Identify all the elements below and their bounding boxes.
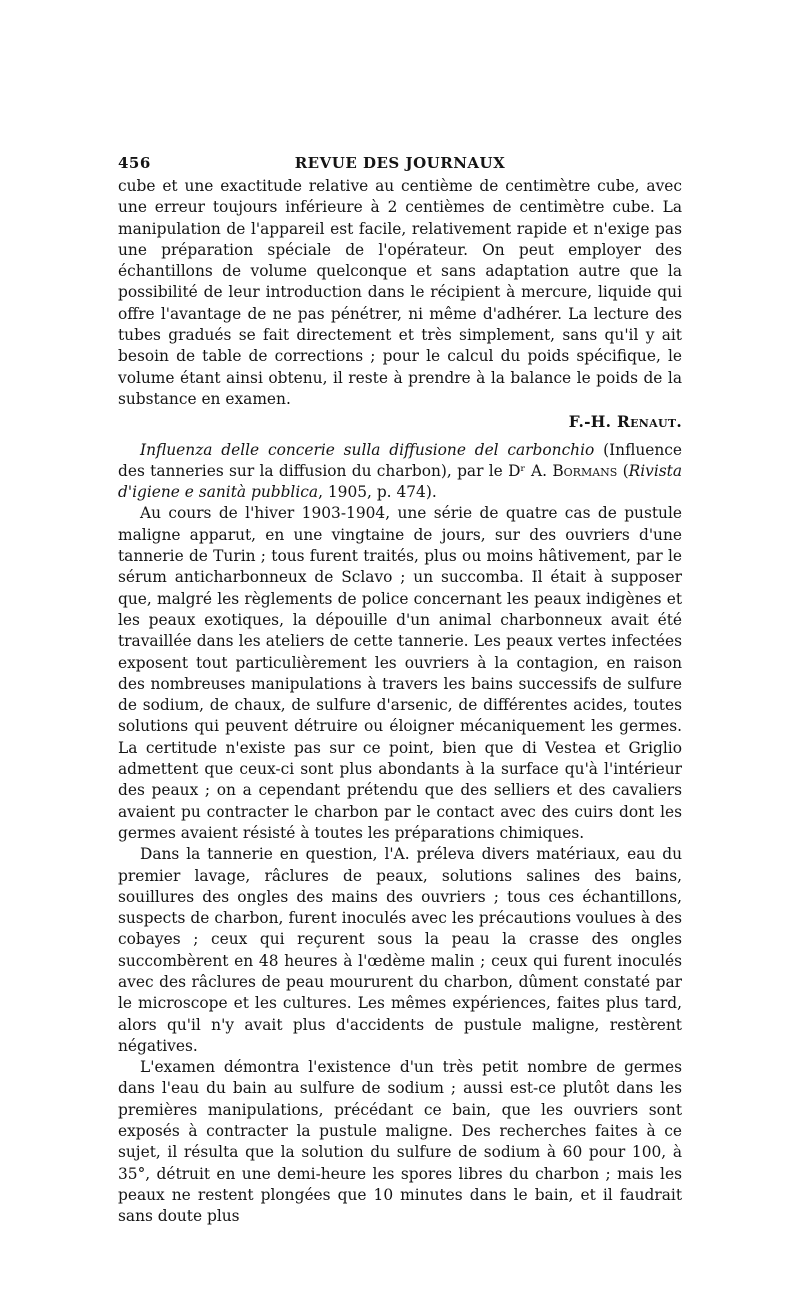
book-page [118, 150, 682, 1228]
journal-title: REVUE DES JOURNAUX [294, 154, 506, 172]
review-heading [118, 440, 682, 504]
body-text [118, 176, 682, 1228]
review-paren: ( [617, 461, 629, 480]
review-paragraph: Dans la tannerie en question, l'A. préleva divers matériaux, eau du premier lavage, râclures de peaux, solutions salines des bains, souillures des ongles des mains des ouvriers ; tous ces échantillons, suspects de charbon, furent inoculés avec les précautions voulues à des cobayes ; ceux qui reçurent sous la peau la crasse des ongles succombèrent en 48 heures à l'œdème malin ; ceux qui furent inoculés avec des râclures de peau moururent du charbon, dûment constaté par le microscope et les cultures. Les mêmes expériences, faites plus tard, alors qu'il n'y avait plus d'accidents de pustule maligne, restèrent négatives. [118, 845, 682, 1055]
page-number: 456 [118, 154, 151, 172]
previous-review-ending: cube et une exactitude relative au centième de centimètre cube, avec une erreur toujours inférieure à 2 centièmes de centimètre cube. La manipulation de l'appareil est facile, relativement rapide et n'exige pas une préparation spéciale de l'opérateur. On peut employer des échantillons de volume quelconque et sans adaptation autre que la possibilité de leur introduction dans le récipient à mercure, liquide qui offre l'avantage de ne pas pénétrer, ni même d'adhérer. La lecture des tubes gradués se fait directement et très simplement, sans qu'il y ait besoin de table de corrections ; pour le calcul du poids spécifique, le volume étant ainsi obtenu, il reste à prendre à la balance le poids de la substance en examen. [118, 177, 682, 408]
review-title-translation: (Influence des tanneries sur la diffusion du charbon), par le Dʳ A. [118, 440, 682, 480]
signature-name: Renaut. [616, 413, 682, 432]
signature [118, 412, 682, 433]
review-paragraph: Au cours de l'hiver 1903-1904, une série de quatre cas de pustule maligne apparut, en une vingtaine de jours, sur des ouvriers d'une tannerie de Turin ; tous furent traités, plus ou moins hâtivement, par le sérum anticharbonneux de Sclavo ; un succomba. Il était à supposer que, malgré les règlements de police concernant les peaux indigènes et les peaux exotiques, la dépouille d'un animal charbonneux avait été travaillée dans les ateliers de cette tannerie. Les peaux vertes infectées exposent tout particulièrement les ouvriers à la contagion, en raison des nombreuses manipulations à travers les bains successifs de sulfure de sodium, de chaux, de sulfure d'arsenic, de différentes acides, toutes solutions qui peuvent détruire ou éloigner mécaniquement les germes. La certitude n'existe pas sur ce point, bien que di Vestea et Griglio admettent que ceux-ci sont plus abondants à la surface qu'à l'intérieur des peaux ; on a cependant prétendu que des selliers et des cavaliers avaient pu contracter le charbon par le contact avec des cuirs dont les germes avaient résisté à toutes les préparations chimiques. [118, 504, 682, 842]
signature-initials: F.-H. [568, 413, 612, 432]
review-source: Rivista d'igiene e sanità pubblica [118, 461, 682, 502]
review-paragraph: L'examen démontra l'existence d'un très petit nombre de germes dans l'eau du bain au sulfure de sodium ; aussi est-ce plutôt dans les premières manipulations, précédant ce bain, que les ouvriers sont exposés à contracter la pustule maligne. Des recherches faites à ce sujet, il résulta que la solution du sulfure de sodium à 60 pour 100, à 35°, détruit en une demi-heure les spores libres du charbon ; mais les peaux ne restent plongées que 10 minutes dans le bain, et il faudrait sans doute plus [118, 1058, 682, 1226]
review-author: Bormans [552, 461, 618, 480]
running-head [118, 150, 682, 176]
review-title: Influenza delle concerie sulla diffusione del carbonchio [140, 440, 595, 459]
review-source-details: , 1905, p. 474). [318, 483, 437, 502]
